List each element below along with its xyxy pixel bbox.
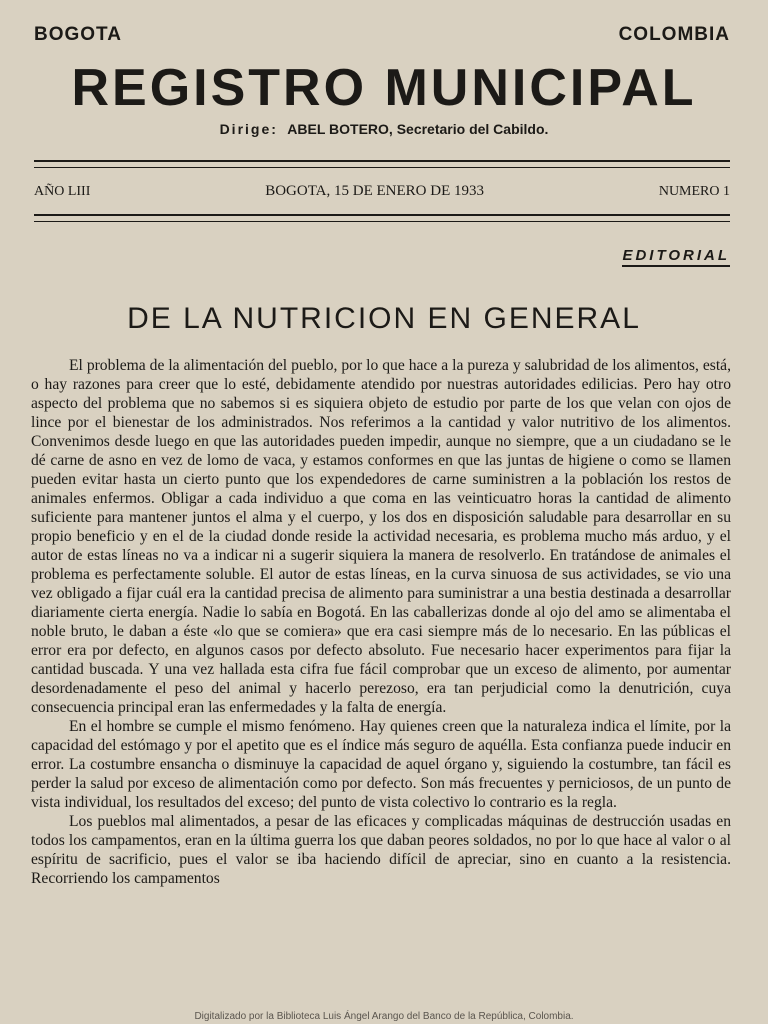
issue-year: AÑO LIII bbox=[34, 184, 91, 199]
header-rule-top bbox=[34, 160, 730, 168]
director-label: Dirige: bbox=[219, 121, 278, 137]
article-paragraph: Los pueblos mal alimentados, a pesar de las eficaces y complicadas máquinas de destrucción usadas en todos los campamentos, eran en la última guerra los que daban peores soldados, no por lo que hace al valor o al espíritu de sacrificio, pues el valor se iba haciendo difícil de apreciar, sino en cuanto a la resistencia. Recorriendo los campamentos bbox=[31, 813, 731, 887]
article-paragraph: El problema de la alimentación del pueblo, por lo que hace a la pureza y salubridad de los alimentos, está, o hay razones para creer que lo esté, debidamente atendido por nuestras autoridades edilicias. Pero hay otro aspecto del problema que no sabemos si es siquiera objeto de estudio por parte de los que velan con ojos de lince por el bienestar de los administrados. Nos referimos a la cantidad y valor nutritivo de los alimentos. Convenimos desde luego en que las autoridades pueden impedir, aunque no siempre, que a un ciudadano se le dé carne de asno en vez de lomo de vaca, y estamos conformes en que las juntas de higiene o como se llamen pueden evitar hasta un cierto punto que los expendedores de carne suministren a la población los restos de animales enfermos. Obligar a cada individuo a que coma en las veinticuatro horas la cantidad de alimento suficiente para mantener juntos el alma y el cuerpo, y los dos en disposición saludable para desarrollar en su propio beneficio y en el de la ciudad donde reside la actividad necesaria, es problema mucho más arduo, y el autor de estas líneas no va a indicar ni a sugerir siquiera la manera de resolverlo. En tratándose de animales el problema es perfectamente soluble. El autor de estas líneas, en la curva sinuosa de sus actividades, se vio una vez obligado a fijar cuál era la cantidad precisa de alimento para suministrar a una bestia destinada a desarrollar diariamente cierta energía. Nadie lo sabía en Bogotá. En las caballerizas donde al ojo del amo se alimentaba el noble bruto, le daban a éste «lo que se comiera» que era casi siempre más de lo necesario. En las públicas el error era por defecto, en algunos casos por defecto absoluto. Fue necesario hacer experimentos para fijar la cantidad buscada. Y una vez hallada esta cifra fue fácil comprobar que un exceso de alimento, por aumentar desordenadamente el peso del animal y hacerlo perezoso, era tan perjudicial como la denutrición, cuya consecuencia principal eran las enfermedades y la falta de energía. bbox=[31, 357, 731, 716]
country-label: COLOMBIA bbox=[618, 24, 730, 45]
top-line bbox=[34, 24, 730, 46]
section-label: EDITORIAL bbox=[622, 247, 730, 267]
article-paragraph: En el hombre se cumple el mismo fenómeno. Hay quienes creen que la naturaleza indica el límite, por la capacidad del estómago y por el apetito que es el índice más seguro de aquélla. Esta confianza puede inducir en error. La costumbre ensancha o disminuye la capacidad de aquel órgano y, siguiendo la costumbre, tan fácil es perder la salud por exceso de alimentación como por defecto. Son más frecuentes y perniciosos, de un punto de vista individual, los resultados del exceso; del punto de vista colectivo lo contrario es la regla. bbox=[31, 718, 731, 811]
digitization-credit: Digitalizado por la Biblioteca Luis Ángel Arango del Banco de la República, Colombia. bbox=[194, 1011, 574, 1022]
director-line bbox=[0, 121, 768, 137]
director-name: ABEL BOTERO, Secretario del Cabildo. bbox=[287, 121, 549, 137]
issue-line bbox=[34, 183, 730, 200]
header-rule-bottom bbox=[34, 214, 730, 222]
issue-date: BOGOTA, 15 DE ENERO DE 1933 bbox=[265, 183, 484, 199]
article-body bbox=[31, 356, 731, 888]
city-label: BOGOTA bbox=[34, 24, 122, 45]
issue-number: NUMERO 1 bbox=[658, 184, 730, 199]
article-headline: DE LA NUTRICION EN GENERAL bbox=[127, 302, 641, 335]
masthead-title: REGISTRO MUNICIPAL bbox=[71, 59, 697, 117]
